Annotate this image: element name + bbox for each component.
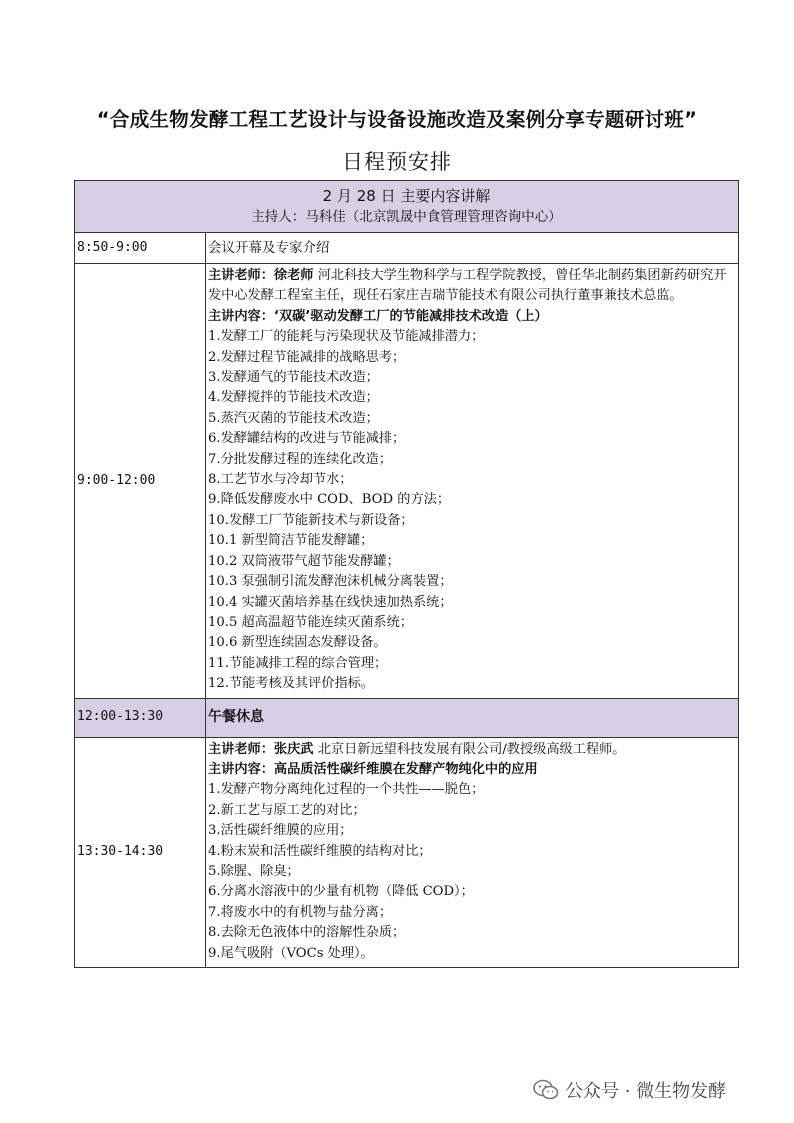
day-header [75,181,739,233]
topic-item: 8.工艺节水与冷却节水； [208,472,353,488]
topic-item: 2.发酵过程节能减排的战略思考； [208,349,406,365]
speaker-bio: 河北科技大学生物科学与工程学院教授，曾任华北制药集团新药研究开发中心发酵工程室主任，现任石家庄吉瑞节能技术有限公司执行董事兼技术总监。 [208,268,727,304]
topic-item: 12.节能考核及其评价指标。 [208,676,375,692]
topic-item: 5.除腥、除臭； [208,863,300,879]
day-header-row [75,181,739,233]
session2-content [206,737,739,967]
topic-item: 1.发酵工厂的能耗与污染现状及节能减排潜力； [208,329,485,345]
session-topic: 主讲内容：‘双碳’驱动发酵工厂的节能减排技术改造（上） [208,308,548,324]
topic-item: 10.3 泵强制引流发酵泡沫机械分离装置； [208,574,453,590]
schedule-row-session1 [75,264,739,699]
topic-item: 6.分离水溶液中的少量有机物（降低 COD）； [208,884,474,900]
speaker-label: 主讲老师：张庆武 [208,741,314,757]
topic-item: 2.新工艺与原工艺的对比； [208,802,366,818]
topic-item: 5.蒸汽灭菌的节能技术改造； [208,410,379,426]
speaker-label: 主讲老师：徐老师 [208,268,314,283]
topic-item: 9.尾气吸附（VOCs 处理）。 [208,945,374,961]
topic-item: 11.节能减排工程的综合管理； [208,655,388,671]
topic-item: 7.将废水中的有机物与盐分离； [208,904,393,920]
topic-item: 3.发酵通气的节能技术改造； [208,370,379,386]
watermark-text: 公众号 · 微生物发酵 [565,1081,727,1102]
wechat-icon [533,1079,559,1101]
topic-item: 10.5 超高温超节能连续灭菌系统； [208,614,413,630]
topic-item: 10.发酵工厂节能新技术与新设备； [208,512,414,528]
topic-item: 4.粉末炭和活性碳纤维膜的结构对比； [208,843,432,859]
session1-content [206,264,739,699]
time-cell: 13:30-14:30 [75,737,206,967]
time-cell: 8:50-9:00 [75,233,206,264]
schedule-row-opening [75,233,739,264]
topic-item: 4.发酵搅拌的节能技术改造； [208,390,379,406]
topic-item: 10.2 双筒液带气超节能发酵罐； [208,553,400,569]
speaker-line [208,266,736,307]
topic-item: 10.1 新型简洁节能发酵罐； [208,533,374,549]
schedule-table [74,180,739,968]
speaker-line [208,740,736,760]
time-cell: 12:00-13:30 [75,698,206,737]
schedule-row-session2 [75,737,739,967]
session-topic: 主讲内容：高品质活性碳纤维膜在发酵产物纯化中的应用 [208,761,538,777]
topic-item: 8.去除无色液体中的溶解性杂质； [208,925,406,941]
topic-list [208,327,736,694]
topic-item: 6.发酵罐结构的改进与节能减排； [208,431,406,447]
watermark [533,1076,726,1104]
time-cell: 9:00-12:00 [75,264,206,699]
schedule-subtitle: 日程预安排 [342,150,452,174]
opening-text: 会议开幕及专家介绍 [206,233,739,264]
day-title: 2 月 28 日 主要内容讲解 [322,187,491,205]
topic-list [208,780,736,964]
lunch-text: 午餐休息 [206,698,739,737]
host-line: 主持人：马科佳（北京凯晟中食管理管理咨询中心） [251,209,562,225]
topic-item: 9.降低发酵废水中 COD、BOD 的方法； [208,492,451,508]
topic-item: 3.活性碳纤维膜的应用； [208,823,353,839]
speaker-bio: 北京日新远望科技发展有限公司/教授级高级工程师。 [313,741,626,757]
topic-item: 10.6 新型连续固态发酵设备。 [208,635,387,651]
schedule-row-lunch [75,698,739,737]
document-title: “合成生物发酵工程工艺设计与设备设施改造及案例分享专题研讨班” [96,108,698,131]
topic-item: 1.发酵产物分离纯化过程的一个共性——脱色； [208,782,485,798]
topic-item: 7.分批发酵过程的连续化改造； [208,451,393,467]
topic-item: 10.4 实罐灭菌培养基在线快速加热系统； [208,594,453,610]
